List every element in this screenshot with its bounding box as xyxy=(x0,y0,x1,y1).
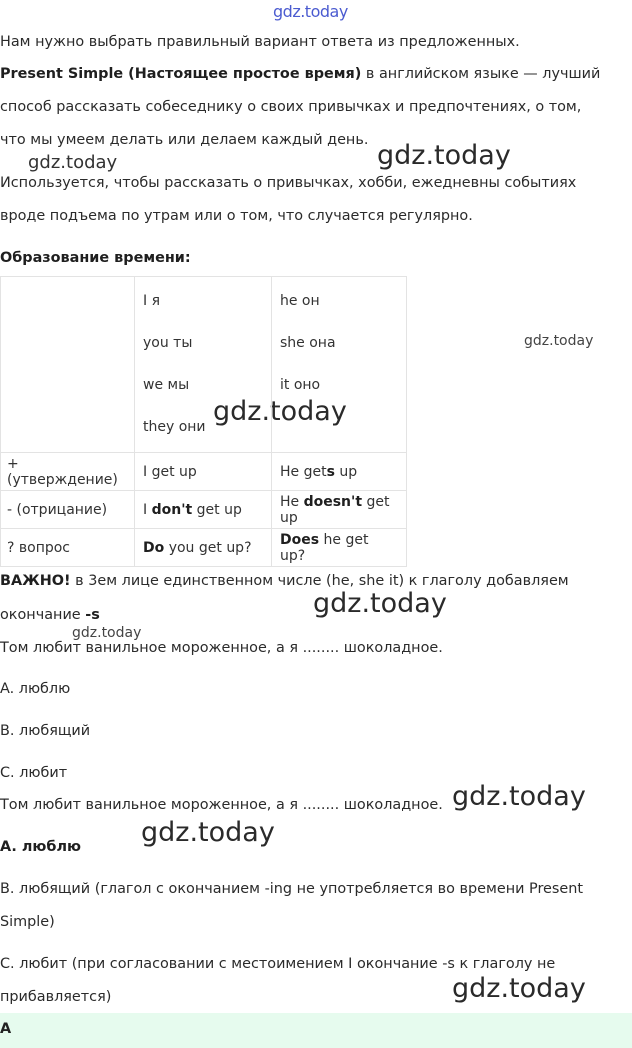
solution-b-line-2: Simple) xyxy=(0,914,55,930)
present-simple-line-1-rest: в английском языке — лучший xyxy=(365,66,601,82)
table-cell-pronouns-third xyxy=(272,277,407,453)
important-note-line-2: окончание -s xyxy=(0,607,100,623)
table-row xyxy=(1,529,407,567)
watermark: gdz.today xyxy=(72,625,142,641)
table-row xyxy=(1,453,407,491)
row-label: + (утверждение) xyxy=(1,453,135,491)
watermark: gdz.today xyxy=(313,588,447,619)
pronoun: you ты xyxy=(143,335,193,351)
watermark: gdz.today xyxy=(377,140,511,171)
watermark: gdz.today xyxy=(28,152,118,173)
example-cell: He gets up xyxy=(272,453,407,491)
solution-b-line-1: B. любящий (глагол с окончанием -ing не употребляется во времени Present xyxy=(0,881,584,897)
usage-line-2: вроде подъема по утрам или о том, что случается регулярно. xyxy=(0,208,473,224)
pronoun: they они xyxy=(143,419,206,435)
table-row xyxy=(1,491,407,529)
question-repeat: Том любит ванильное мороженное, а я ........ шоколадное. xyxy=(0,797,443,813)
usage-line-1: Используется, чтобы рассказать о привычках, хобби, ежедневны событиях xyxy=(0,175,577,191)
pronoun: he он xyxy=(280,293,320,309)
pronoun: she она xyxy=(280,335,336,351)
answer-bar xyxy=(0,1013,632,1048)
present-simple-line-1 xyxy=(0,66,600,82)
table-cell-empty xyxy=(1,277,135,453)
solution-c-line-1: C. любит (при согласовании с местоимением I окончание -s к глаголу не xyxy=(0,956,556,972)
present-simple-term: Present Simple (Настоящее простое время) xyxy=(0,66,362,82)
question-text: Том любит ванильное мороженное, а я ........ шоколадное. xyxy=(0,640,443,656)
important-label: ВАЖНО! xyxy=(0,573,71,589)
watermark: gdz.today xyxy=(452,973,586,1004)
watermark: gdz.today xyxy=(452,781,586,812)
pronoun: it оно xyxy=(280,377,321,393)
option-c: C. любит xyxy=(0,765,68,781)
watermark: gdz.today xyxy=(273,2,348,21)
example-cell: I don't get up xyxy=(135,491,272,529)
watermark: gdz.today xyxy=(141,817,275,848)
example-cell: Does he get up? xyxy=(272,529,407,567)
row-label: ? вопрос xyxy=(1,529,135,567)
present-simple-line-2: способ рассказать собеседнику о своих привычках и предпочтениях, о том, xyxy=(0,99,582,115)
example-cell: I get up xyxy=(135,453,272,491)
table-cell-pronouns-plural xyxy=(135,277,272,453)
important-note: ВАЖНО! в 3ем лице единственном числе (he, she it) к глаголу добавляем xyxy=(0,573,569,589)
pronoun: I я xyxy=(143,293,161,309)
intro-text: Нам нужно выбрать правильный вариант ответа из предложенных. xyxy=(0,34,520,50)
example-cell: Do you get up? xyxy=(135,529,272,567)
solution-c-line-2: прибавляется) xyxy=(0,989,112,1005)
pronoun: we мы xyxy=(143,377,190,393)
option-a: A. люблю xyxy=(0,681,71,697)
row-label: - (отрицание) xyxy=(1,491,135,529)
table-header-row xyxy=(1,277,407,453)
answer-value: A xyxy=(0,1021,12,1037)
formation-heading: Образование времени: xyxy=(0,250,191,266)
grammar-table xyxy=(0,276,407,567)
watermark: gdz.today xyxy=(213,396,347,427)
example-cell: He doesn't get up xyxy=(272,491,407,529)
solution-a: A. люблю xyxy=(0,839,81,855)
present-simple-line-3: что мы умеем делать или делаем каждый день. xyxy=(0,132,369,148)
watermark: gdz.today xyxy=(524,333,594,349)
option-b: B. любящий xyxy=(0,723,91,739)
